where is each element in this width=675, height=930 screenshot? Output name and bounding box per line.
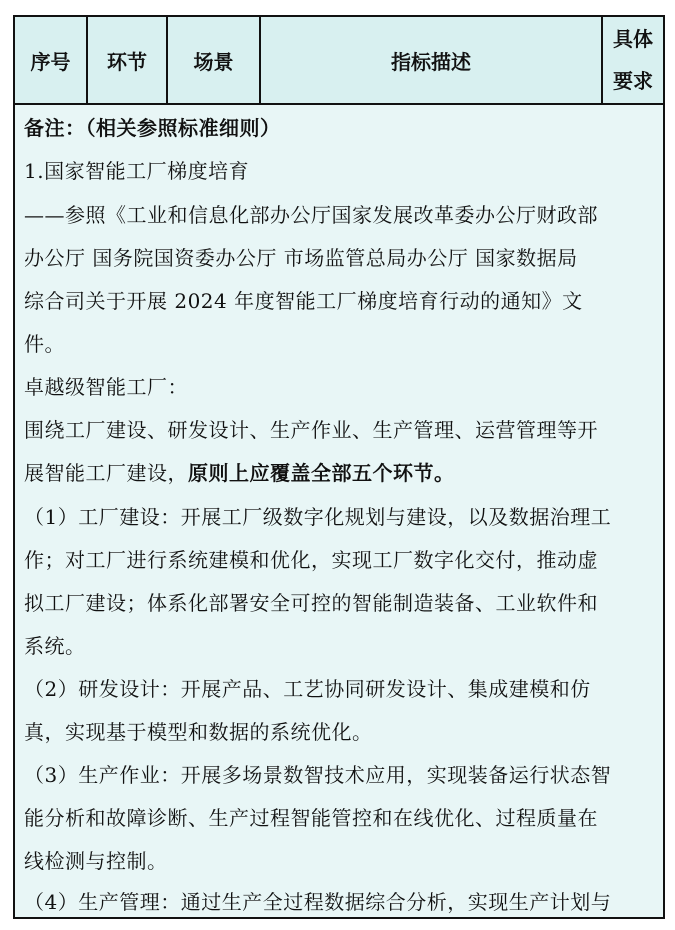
body-line: 卓越级智能工厂：: [24, 375, 188, 399]
body-line: 综合司关于开展 2024 年度智能工厂梯度培育行动的通知》文: [24, 289, 583, 313]
header-requirement-line1: 具体: [613, 27, 653, 51]
note-heading: 备注：（相关参照标准细则）: [24, 116, 281, 140]
header-cell-description: [261, 17, 603, 103]
table-header-row: [15, 17, 663, 105]
body-line: （3）生产作业：开展多场景数智技术应用，实现装备运行状态智: [24, 763, 612, 787]
body-line: 拟工厂建设；体系化部署安全可控的智能制造装备、工业软件和: [24, 591, 598, 615]
header-requirement-line2: 要求: [613, 69, 653, 93]
body-line: 件。: [24, 332, 65, 356]
body-line: 系统。: [24, 634, 86, 658]
body-line: ——参照《工业和信息化部办公厅国家发展改革委办公厅财政部: [24, 203, 598, 227]
header-scene-label: 场景: [193, 49, 234, 74]
body-line: 作；对工厂进行系统建模和优化，实现工厂数字化交付，推动虚: [24, 548, 598, 572]
body-line-text: 展智能工厂建设，: [24, 461, 188, 485]
table-body-cell: [15, 105, 663, 917]
body-line: 能分析和故障诊断、生产过程智能管控和在线优化、过程质量在: [24, 806, 598, 830]
body-line: （2）研发设计：开展产品、工艺协同研发设计、集成建模和仿: [24, 677, 591, 701]
body-line: 办公厅 国务院国资委办公厅 市场监管总局办公厅 国家数据局: [24, 246, 578, 270]
document-table: [13, 15, 665, 919]
body-line: （1）工厂建设：开展工厂级数字化规划与建设，以及数据治理工: [24, 505, 612, 529]
bold-requirement-phrase: 原则上应覆盖全部五个环节。: [188, 461, 455, 485]
header-cell-scene: [168, 17, 261, 103]
header-stage-label: 环节: [107, 49, 147, 74]
body-line: （4）生产管理：通过生产全过程数据综合分析，实现生产计划与: [24, 890, 612, 914]
body-line: 真，实现基于模型和数据的系统优化。: [24, 720, 373, 744]
body-line: 1.国家智能工厂梯度培育: [24, 159, 250, 183]
body-line: [24, 463, 658, 483]
header-index-label: 序号: [30, 49, 71, 74]
body-line: 围绕工厂建设、研发设计、生产作业、生产管理、运营管理等开: [24, 418, 598, 442]
header-description-label: 指标描述: [391, 49, 471, 74]
header-cell-requirement: [603, 17, 663, 103]
body-line: 线检测与控制。: [24, 849, 168, 873]
header-cell-stage: [88, 17, 168, 103]
header-cell-index: [15, 17, 88, 103]
